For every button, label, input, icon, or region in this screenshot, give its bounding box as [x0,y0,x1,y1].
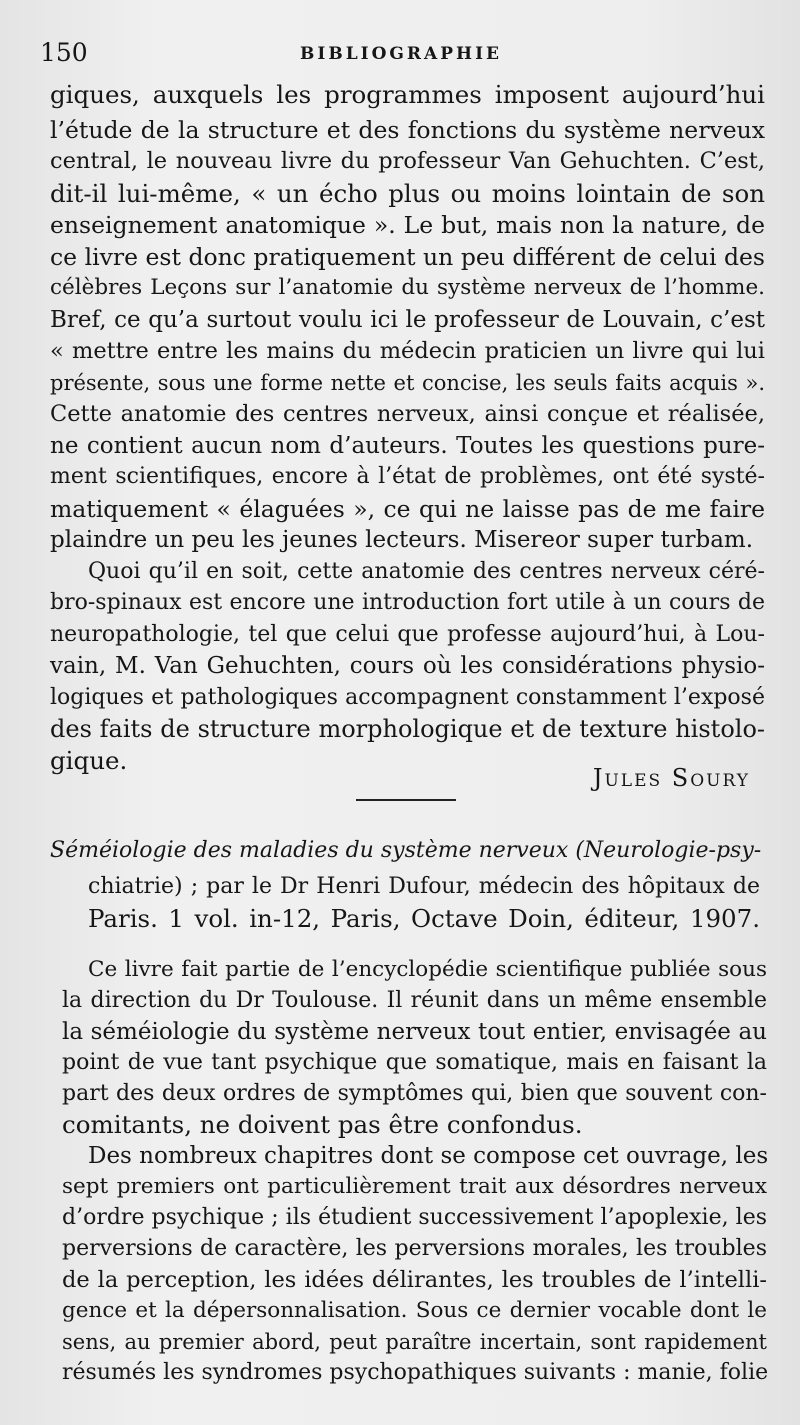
text-line: Quoi qu’il en soit, cette anatomie des centres nerveux céré- [88,559,765,584]
text-line: logiques et pathologiques accompagnent constamment l’exposé [50,685,765,710]
text-line: célèbres Leçons sur l’anatomie du système nerveux de l’homme. [50,275,765,300]
text-line: ne contient aucun nom d’auteurs. Toutes les questions pure- [50,433,765,459]
text-line: enseignement anatomique ». Le but, mais non la nature, de [50,211,765,239]
text-line: neuropathologie, tel que celui que professe aujourd’hui, à Lou- [50,622,765,647]
title-line: Paris. 1 vol. in-12, Paris, Octave Doin, éditeur, 1907. [88,904,760,933]
text-line: Bref, ce qu’a surtout voulu ici le professeur de Louvain, c’est [50,307,765,333]
reviewer-signature: Jules Soury [592,764,750,792]
text-line: l’étude de la structure et des fonctions du système nerveux [50,116,765,144]
text-line: de la perception, les idées délirantes, les troubles de l’intelli- [62,1267,767,1293]
text-line: gence et la dépersonnalisation. Sous ce dernier vocable dont le [62,1298,767,1323]
section-divider [356,799,456,801]
text-line: Des nombreux chapitres dont se compose cet ouvrage, les [88,1143,769,1169]
text-line: présente, sous une forme nette et concise, les seuls faits acquis ». [50,371,765,395]
text-line: comitants, ne doivent pas être confondus. [62,1110,583,1139]
text-line: ce livre est donc pratiquement un peu différent de celui des [50,243,765,271]
text-line: ment scientifiques, encore à l’état de problèmes, ont été systé- [50,464,765,489]
text-line: matiquement « élaguées », ce qui ne laisse pas de me faire [50,495,765,523]
text-line: perversions de caractère, les perversions morales, les troubles [62,1236,767,1261]
text-line: sens, au premier abord, peut paraître incertain, sont rapidement [62,1330,767,1354]
text-line: résumés les syndromes psychopathiques suivants : manie, folie [62,1360,769,1385]
text-line: « mettre entre les mains du médecin praticien un livre qui lui [50,338,765,364]
title-line: chiatrie) ; par le Dr Henri Dufour, médecin des hôpitaux de [88,874,760,899]
text-line: la direction du Dr Toulouse. Il réunit dans un même ensemble [62,988,767,1013]
text-line: giques, auxquels les programmes imposent aujourd’hui [50,80,765,109]
running-head [40,38,762,68]
text-line: part des deux ordres de symptômes qui, bien que souvent con- [62,1081,767,1106]
text-line: la séméiologie du système nerveux tout entier, envisagée au [62,1019,767,1045]
text-line: central, le nouveau livre du professeur Van Gehuchten. C’est, [50,148,765,174]
text-line: vain, M. Van Gehuchten, cours où les considérations physio- [50,653,765,679]
text-line: des faits de structure morphologique et de texture histolo- [50,715,765,743]
text-line: point de vue tant psychique que somatique, mais en faisant la [62,1050,767,1075]
text-line: sept premiers ont particulièrement trait aux désordres nerveux [62,1174,767,1199]
text-line: d’ordre psychique ; ils étudient successivement l’apoplexie, les [62,1205,767,1230]
text-line: dit-il lui-même, « un écho plus ou moins lointain de son [50,179,765,208]
text-line: Cette anatomie des centres nerveux, ainsi conçue et réalisée, [50,401,765,427]
running-title: BIBLIOGRAPHIE [300,44,502,64]
text-line: gique. [50,746,128,775]
page-number: 150 [40,38,88,67]
text-line: Ce livre fait partie de l’encyclopédie scientifique publiée sous [88,957,767,982]
text-line: bro-spinaux est encore une introduction fort utile à un cours de [50,590,765,615]
text-line: plaindre un peu les jeunes lecteurs. Misereor super turbam. [50,527,754,553]
title-line: Séméiologie des maladies du système nerveux (Neurologie-psy- [50,838,762,863]
